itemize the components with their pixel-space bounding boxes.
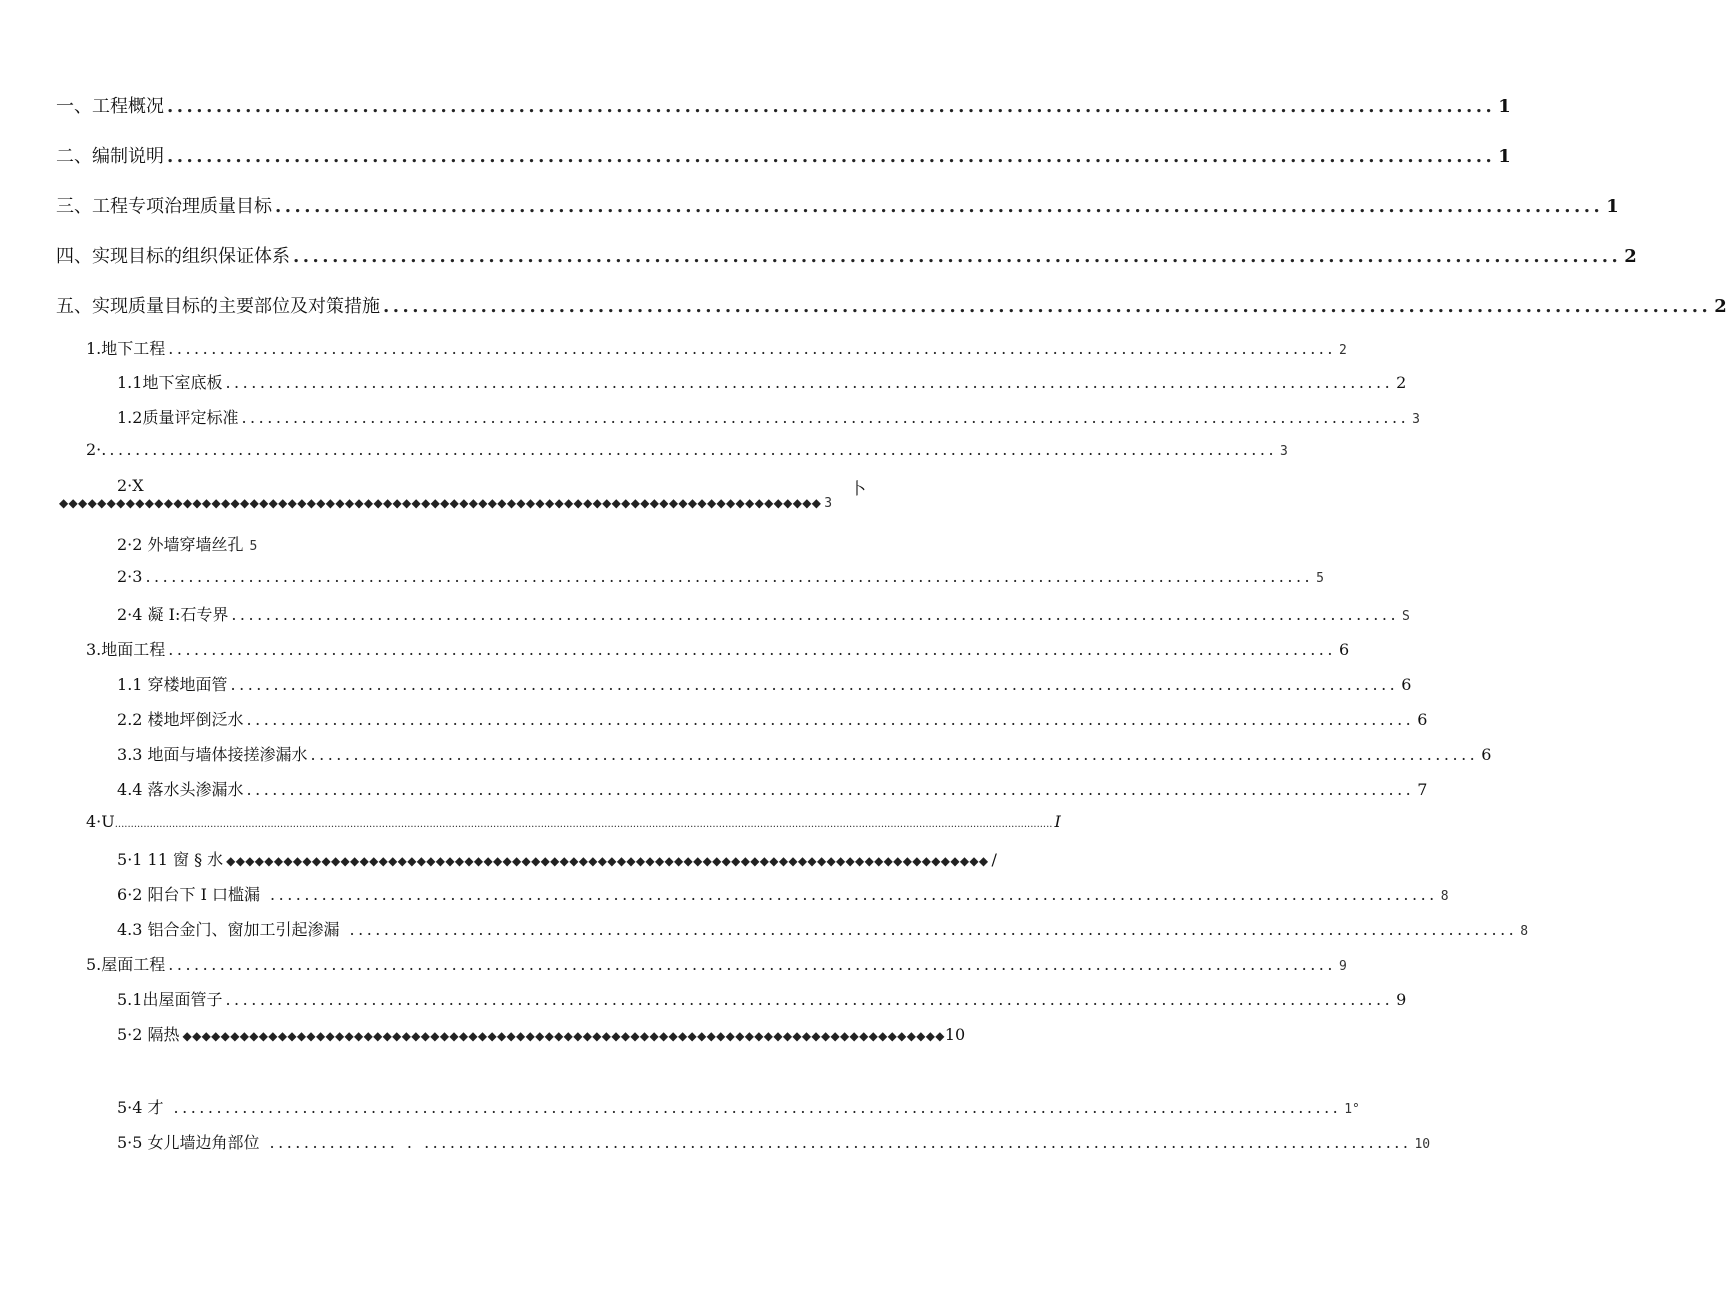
dot-leader: ........................................................................................................................................	[231, 605, 1400, 624]
toc-number: 5	[117, 850, 128, 869]
dot-leader: ........................................................................................................................................	[168, 339, 1336, 358]
toc-number: 3.	[86, 640, 102, 659]
toc-entry[interactable]	[117, 917, 1529, 940]
toc-entry[interactable]	[56, 92, 1511, 118]
toc-entry[interactable]	[86, 952, 1347, 975]
toc-number: 3	[117, 745, 128, 764]
toc-page-number: 3	[824, 496, 833, 511]
dot-leader: ........................................................................................................................................	[241, 408, 1410, 427]
toc-page-number: S	[1402, 609, 1410, 624]
toc-page-number: 2	[1624, 246, 1637, 267]
toc-title: 2·2 外墙穿墙丝孔	[117, 535, 244, 554]
toc-number: 1.2	[117, 408, 143, 427]
dot-leader: ........................................................................................................................................	[168, 640, 1336, 659]
toc-entry[interactable]	[117, 742, 1492, 765]
toc-page-number: 5	[249, 539, 258, 554]
toc-entry[interactable]	[56, 496, 833, 511]
toc-number: 1.1	[117, 373, 143, 392]
toc-title: 编制说明	[92, 146, 164, 167]
toc-number: 2	[117, 710, 128, 729]
toc-title: .1 穿楼地面管	[127, 675, 228, 694]
toc-title: .4 落水头渗漏水	[127, 780, 244, 799]
dot-leader: ........................................................................................................................................	[167, 146, 1496, 167]
toc-entry[interactable]	[56, 192, 1619, 218]
dot-leader: ........................................................................................................................................	[349, 920, 1518, 939]
toc-number: 一、	[56, 96, 92, 117]
toc-page-number: /	[991, 850, 997, 869]
toc-number: 二、	[56, 146, 92, 167]
toc-entry[interactable]	[86, 637, 1350, 660]
toc-number: 5.	[86, 955, 102, 974]
toc-entry[interactable]	[117, 602, 1410, 625]
toc-entry[interactable]	[56, 242, 1637, 268]
toc-entry[interactable]	[117, 567, 1324, 586]
dot-leader: ........................................................................................................................................	[230, 675, 1399, 694]
dot-leader: ........................................................................................................................................	[225, 373, 1394, 392]
toc-title: .2 楼地坪倒泛水	[127, 710, 244, 729]
toc-page-number: 2	[1338, 343, 1347, 358]
toc-title: 质量评定标准	[142, 408, 239, 427]
toc-title: 2·4 凝 I:石专界	[117, 605, 229, 624]
toc-entry[interactable]	[86, 336, 1347, 359]
toc-entry[interactable]	[117, 532, 257, 555]
toc-page-number: 1	[1498, 146, 1511, 167]
toc-page-number: 8	[1440, 889, 1449, 904]
toc-entry[interactable]	[117, 405, 1420, 428]
toc-number: 2·.	[86, 440, 107, 459]
toc-entry[interactable]	[86, 812, 1061, 831]
toc-entry[interactable]	[117, 1130, 1431, 1153]
toc-number: 5.1	[117, 990, 143, 1009]
dot-leader: ........................................................................................................................................	[167, 96, 1496, 117]
toc-number: 2·X	[117, 476, 144, 495]
toc-title: 屋面工程	[101, 955, 166, 974]
toc-title: 地面工程	[101, 640, 166, 659]
toc-number: 五、	[56, 296, 92, 317]
toc-page-number: 10	[944, 1025, 966, 1044]
toc-title: 工程概况	[92, 96, 164, 117]
toc-entry[interactable]	[117, 1095, 1360, 1118]
dot-leader: ........................................................................................................................................	[293, 246, 1622, 267]
toc-entry[interactable]	[117, 777, 1428, 800]
toc-page-number: 5	[1316, 571, 1324, 586]
toc-title: 实现质量目标的主要部位及对策措施	[92, 296, 380, 317]
dot-leader: ........................................................................................................................................	[310, 745, 1479, 764]
dot-leader: ........................................................................................................................................	[173, 1098, 1342, 1117]
toc-entry[interactable]	[117, 987, 1407, 1010]
toc-page-number: 9	[1338, 959, 1347, 974]
toc-entry[interactable]	[117, 847, 997, 870]
toc-page-number: 8	[1520, 924, 1529, 939]
dot-leader: ........................................................................................................................................	[275, 196, 1604, 217]
toc-title: 5·2 隔热	[117, 1025, 180, 1044]
toc-page-number: 6	[1417, 710, 1428, 729]
toc-page-number: 6	[1338, 640, 1350, 659]
dot-leader: ........................................................................................................................................	[246, 780, 1415, 799]
toc-title: 5·4 才	[117, 1098, 164, 1117]
toc-page-number: 2	[1714, 296, 1727, 317]
toc-number: 4·U	[86, 812, 115, 831]
toc-wrapped-char: 卜	[850, 479, 867, 498]
toc-number: 6	[117, 885, 128, 904]
dot-leader: ............... . ...................................................................................................................	[269, 1133, 1412, 1152]
dot-leader: ........................................................................................................................................	[246, 710, 1415, 729]
toc-number: 三、	[56, 196, 92, 217]
toc-number: 1	[117, 675, 128, 694]
toc-page-number: 2	[1396, 373, 1407, 392]
toc-number: 1.	[86, 339, 102, 358]
dot-leader: ........................................................................................................................................	[270, 885, 1438, 904]
toc-entry[interactable]	[86, 440, 1288, 459]
toc-title: ·1 11 窗 § 水	[127, 850, 224, 869]
dot-leader: ........................................................................................................................................	[109, 440, 1278, 459]
toc-page-number: 1°	[1344, 1102, 1360, 1117]
toc-entry[interactable]	[117, 672, 1412, 695]
toc-entry[interactable]	[117, 370, 1407, 393]
toc-page-number: 3	[1280, 444, 1288, 459]
toc-number: 4.	[117, 920, 133, 939]
toc-entry[interactable]	[117, 707, 1428, 730]
toc-title: 地下工程	[101, 339, 166, 358]
toc-entry[interactable]	[56, 292, 1727, 318]
diamond-leader: ◆◆◆◆◆◆◆◆◆◆◆◆◆◆◆◆◆◆◆◆◆◆◆◆◆◆◆◆◆◆◆◆◆◆◆◆◆◆◆◆◆◆◆◆◆◆◆◆◆◆◆◆◆◆◆◆◆◆◆◆◆◆◆◆◆◆◆◆◆◆◆◆◆◆◆◆◆◆◆◆	[226, 854, 989, 868]
toc-page-number: 9	[1396, 990, 1407, 1009]
toc-title: .3 地面与墙体接搓渗漏水	[127, 745, 308, 764]
toc-page-number: 7	[1417, 780, 1428, 799]
dot-leader: ........................................................................................................................................	[168, 955, 1336, 974]
toc-page-number: 1	[1606, 196, 1619, 217]
toc-number: 四、	[56, 246, 92, 267]
toc-title: 出屋面管子	[142, 990, 223, 1009]
toc-title: 3 铝合金门、窗加工引起渗漏	[132, 920, 340, 939]
toc-title: 工程专项治理质量目标	[92, 196, 272, 217]
toc-page-number: I	[1054, 812, 1061, 831]
toc-title: 5·5 女儿墙边角部位	[117, 1133, 260, 1152]
diamond-leader: ◆◆◆◆◆◆◆◆◆◆◆◆◆◆◆◆◆◆◆◆◆◆◆◆◆◆◆◆◆◆◆◆◆◆◆◆◆◆◆◆◆◆◆◆◆◆◆◆◆◆◆◆◆◆◆◆◆◆◆◆◆◆◆◆◆◆◆◆◆◆◆◆◆◆◆◆◆◆◆◆	[182, 1029, 945, 1043]
toc-page-number: 3	[1412, 412, 1420, 427]
diamond-leader: ◆◆◆◆◆◆◆◆◆◆◆◆◆◆◆◆◆◆◆◆◆◆◆◆◆◆◆◆◆◆◆◆◆◆◆◆◆◆◆◆◆◆◆◆◆◆◆◆◆◆◆◆◆◆◆◆◆◆◆◆◆◆◆◆◆◆◆◆◆◆◆◆◆◆◆◆◆◆◆◆	[59, 496, 822, 510]
toc-page-number: 6	[1481, 745, 1492, 764]
toc-number: 4	[117, 780, 128, 799]
toc-entry[interactable]	[117, 882, 1449, 905]
toc-entry[interactable]	[56, 142, 1511, 168]
toc-number: 2·3	[117, 567, 143, 586]
dot-leader: ........................................................................................................................................	[145, 567, 1314, 586]
dot-leader: ........................................................................................................................................	[225, 990, 1394, 1009]
toc-page-number: 6	[1401, 675, 1412, 694]
toc-title: 实现目标的组织保证体系	[92, 246, 290, 267]
toc-page-number: 10	[1414, 1137, 1431, 1152]
toc-title: ·2 阳台下 I 口槛漏	[127, 885, 261, 904]
toc-entry[interactable]	[117, 1022, 966, 1045]
toc-page-number: 1	[1498, 96, 1511, 117]
dot-leader: ........................................................................................................................................	[383, 296, 1712, 317]
toc-title: 地下室底板	[142, 373, 223, 392]
fine-dot-leader: .......................................................................................................................................................................................................................................................................................................	[114, 819, 1053, 830]
